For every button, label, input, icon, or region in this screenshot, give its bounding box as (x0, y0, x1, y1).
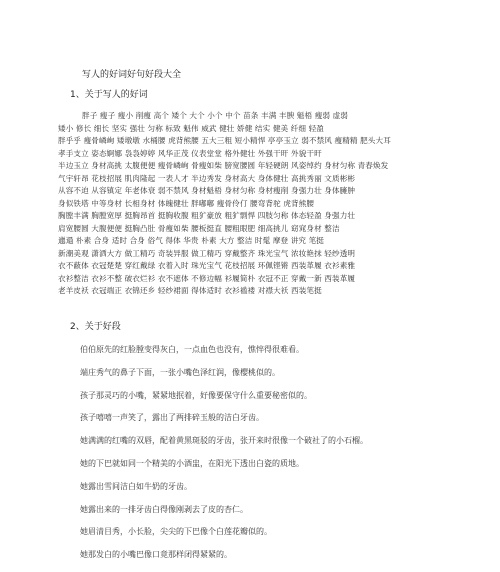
words-line: 邋遢 朴素 合身 适时 合身 俗气 得体 华贵 朴素 大方 整洁 时髦 摩登 讲究 笔挺 (58, 236, 325, 245)
paragraph-sentence: 伯伯原先的红脸膛变得灰白，一点血色也没有，憔悴得很难看。 (80, 345, 304, 354)
paragraph-sentence: 她露出雪间洁白如牛奶的牙齿。 (80, 481, 192, 491)
paragraph-sentence: 她那发白的小嘴巴像口竟那样闭得紧紧的。 (80, 550, 232, 560)
words-line: 身似铁塔 中等身材 长相身材 体魄健壮 胖嘟嘟 瘦骨伶仃 腰弯背驼 虎背熊腰 (58, 198, 315, 208)
section-heading-paragraphs: 2、关于好段 (70, 322, 121, 332)
words-paragraph (58, 110, 473, 298)
words-line: 半边玉立 身材高挑 太腹便便 瘦骨嶙峋 骨瘦如柴 膀宽腰圆 年轻硬朗 风姿绰约 身材匀称 青春焕发 (58, 161, 389, 170)
paragraph-sentence: 孩子那灵巧的小嘴，紧紧地抿着，好像要保守什么重要秘密似的。 (80, 390, 312, 400)
words-line: 老羊皮袄 衣冠端正 衣锦还乡 轻纱裙面 得体适时 衣衫褴褛 对襟大袄 西装笔挺 (58, 286, 322, 295)
paragraph-sentence: 她露出来的一排牙齿白得像刚剥去了皮的杏仁。 (80, 504, 248, 514)
section-heading-words: 1、关于写人的好词 (70, 90, 148, 100)
paragraph-list (80, 344, 480, 572)
paragraph-sentence: 孩子嘻嘻一声笑了，露出了两排碎玉般的洁白牙齿。 (80, 413, 264, 423)
words-line: 衣衫整洁 衣衫不整 破衣烂衫 衣不遮体 不修边幅 衫履简朴 衣冠不正 穿戴一新 西装革履 (58, 273, 356, 283)
words-line: 胸膛丰满 胸膛宽厚 挺胸昂首 挺胸收腹 粗犷豪放 粗犷剽悍 四肢匀称 体态轻盈 身强力壮 (58, 211, 356, 220)
paragraph-sentence: 端庄秀气的鼻子下面，一张小嘴色泽红润，像樱桃似的。 (80, 367, 280, 377)
words-line: 肩宽腰圆 大腹便便 挺胸凸肚 骨瘦如柴 腰板挺直 腰粗眼肥 细高挑儿 窈窕身材 整洁 (58, 223, 340, 233)
words-line: 气宇轩昂 花枝招展 肌肉隆起 一表人才 半边秀发 身材高大 身体健壮 高挑秀丽 文质彬彬 (58, 173, 356, 183)
words-line: 衣不蔽体 衣冠楚楚 穿红戴绿 衣着入时 珠光宝气 花枝招展 环佩铿锵 西装革履 衣衫素雅 (58, 261, 356, 270)
words-line: 胖乎乎 瘦骨嶙峋 矮墩墩 水桶腰 虎背熊腰 五大三粗 短小精悍 亭亭玉立 弱不禁风 瘦精精 肥头大耳 (58, 136, 391, 145)
paragraph-sentence: 她眉清目秀，小长脸，尖尖的下巴像个白莲花瓣似的。 (80, 527, 272, 537)
words-line: 新潮美观 潇洒大方 做工精巧 奇装异服 做工精巧 穿戴整齐 珠光宝气 浓妆艳抹 轻纱透明 (58, 248, 356, 258)
document-title: 写人的好词好句好段大全 (82, 70, 182, 80)
words-line: 矮小 修长 细长 坚实 强壮 匀称 标致 魁伟 威武 健壮 娇健 结实 健美 纤细 轻盈 (58, 123, 325, 133)
words-line: 孝手支立 姿态婀娜 袅袅婷婷 风华正茂 仪表堂堂 格外健壮 外强干旰 外貌干旰 (58, 148, 322, 158)
paragraph-sentence: 她满满的红嘴的双唇，配着黄黑斑驳的牙齿，张开来时很像一个破社了的小石榴。 (80, 436, 368, 446)
words-line: 从容不迫 从容镇定 年老体衰 弱不禁风 身材魁梧 身材匀称 身材瘦削 身强力壮 身体臃肿 (58, 186, 356, 195)
words-line: 胖子 瘦子 瘦小 削瘦 高个 矮个 大个 小个 中个 苗条 丰满 丰腴 魁梧 瘦弱 虚弱 (82, 111, 349, 120)
paragraph-sentence: 她的下巴就如同一个精美的小酒盅，在阳光下透出白瓷的质地。 (80, 458, 304, 468)
